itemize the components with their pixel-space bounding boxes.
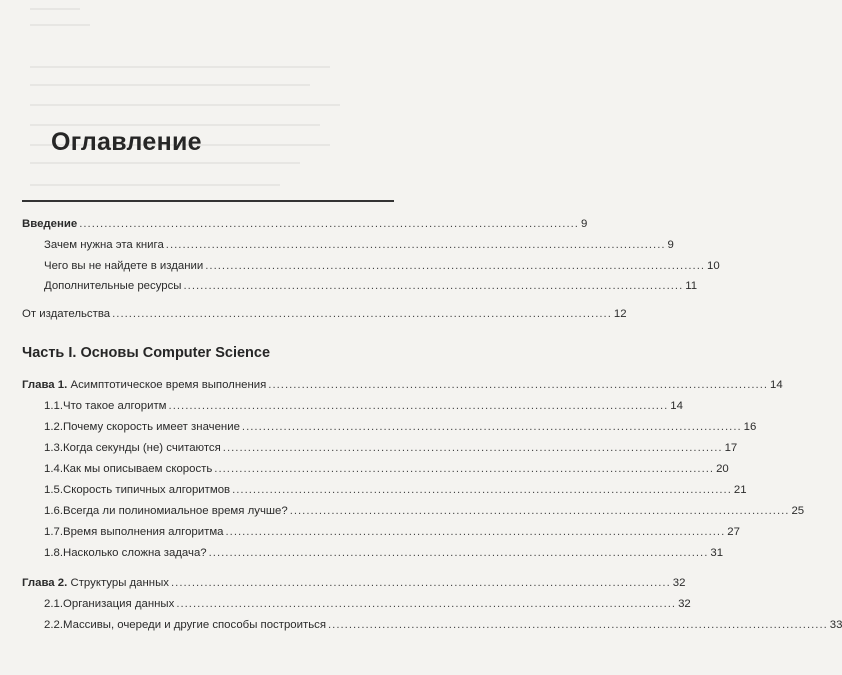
leader-dots: ........................................................................................................................ — [289, 505, 790, 517]
toc-entry-label: Чего вы не найдете в издании — [44, 260, 204, 272]
toc-entry-label: Асимптотическое время выполнения — [70, 379, 267, 391]
section-number: 1.7. — [44, 526, 63, 538]
leader-dots: ........................................................................................................................ — [225, 526, 726, 538]
toc-entry-section — [44, 418, 757, 436]
leader-dots: ........................................................................................................................ — [328, 619, 828, 631]
toc-entry-page: 21 — [733, 484, 747, 496]
leader-dots: ........................................................................................................................ — [176, 598, 677, 610]
toc-entry-label: Насколько сложна задача? — [63, 547, 207, 559]
toc-entry-page: 14 — [770, 379, 783, 391]
toc-entry-section — [44, 502, 805, 520]
section-number: 1.4. — [44, 463, 63, 475]
title-rule — [22, 200, 394, 202]
toc-entry-page: 32 — [672, 577, 686, 589]
toc-entry-page: 27 — [727, 526, 740, 538]
toc-entry-page: 9 — [667, 239, 674, 251]
leader-dots: ........................................................................................................................ — [79, 218, 579, 230]
page-title: Оглавление — [51, 128, 202, 156]
leader-dots: ........................................................................................................................ — [241, 421, 742, 433]
toc-entry-page: 20 — [716, 463, 729, 475]
leader-dots: ........................................................................................................................ — [183, 280, 684, 292]
toc-entry-page: 33 — [829, 619, 842, 631]
toc-entry-label: Организация данных — [63, 598, 175, 610]
toc-entry-page: 9 — [580, 218, 588, 230]
leader-dots: ........................................................................................................................ — [268, 379, 769, 391]
toc-entry-intro — [22, 215, 588, 233]
toc-entry-intro-3 — [44, 277, 698, 295]
toc-entry-intro-2 — [44, 257, 720, 275]
leader-dots: ........................................................................................................................ — [165, 239, 666, 251]
part-title: Часть I. Основы Computer Science — [22, 345, 271, 361]
toc-entry-section — [44, 439, 738, 457]
toc-entry-page: 31 — [710, 547, 724, 559]
toc-entry-section — [44, 460, 729, 478]
leader-dots: ........................................................................................................................ — [171, 577, 671, 589]
toc-entry-page: 12 — [613, 308, 627, 320]
toc-entry-publisher — [22, 305, 627, 323]
section-number: 1.6. — [44, 505, 63, 517]
toc-entry-label: Почему скорость имеет значение — [63, 421, 240, 433]
toc-entry-label: Когда секунды (не) считаются — [63, 442, 221, 454]
section-number: 2.1. — [44, 598, 63, 610]
toc-entry-label: Зачем нужна эта книга — [44, 239, 164, 251]
section-number: 1.3. — [44, 442, 63, 454]
toc-entry-chapter-2 — [22, 574, 686, 592]
toc-entry-label: Структуры данных — [70, 577, 169, 589]
toc-entry-intro-1 — [44, 236, 674, 254]
leader-dots: ........................................................................................................................ — [222, 442, 723, 454]
toc-entry-label: Время выполнения алгоритма — [63, 526, 224, 538]
leader-dots: ........................................................................................................................ — [232, 484, 732, 496]
toc-entry-page: 17 — [724, 442, 738, 454]
toc-entry-page: 32 — [678, 598, 691, 610]
leader-dots: ........................................................................................................................ — [205, 260, 706, 272]
toc-entry-chapter-1 — [22, 376, 783, 394]
chapter-prefix: Глава 1. — [22, 379, 68, 391]
toc-entry-section — [44, 481, 747, 499]
toc-entry-label: Введение — [22, 218, 78, 230]
toc-entry-section — [44, 595, 691, 613]
toc-entry-section — [44, 397, 683, 415]
section-number: 1.2. — [44, 421, 63, 433]
toc-entry-page: 14 — [670, 400, 683, 412]
toc-entry-label: От издательства — [22, 308, 111, 320]
section-number: 1.5. — [44, 484, 63, 496]
toc-entry-label: Как мы описываем скорость — [63, 463, 213, 475]
toc-entry-label: Массивы, очереди и другие способы построиться — [63, 619, 327, 631]
toc-entry-label: Всегда ли полиномиальное время лучше? — [63, 505, 288, 517]
leader-dots: ........................................................................................................................ — [214, 463, 715, 475]
toc-entry-label: Дополнительные ресурсы — [44, 280, 182, 292]
leader-dots: ........................................................................................................................ — [168, 400, 669, 412]
toc-entry-page: 10 — [707, 260, 720, 272]
toc-entry-label: Что такое алгоритм — [63, 400, 167, 412]
toc-entry-label: Скорость типичных алгоритмов — [63, 484, 231, 496]
toc-entry-page: 25 — [791, 505, 805, 517]
leader-dots: ........................................................................................................................ — [208, 547, 709, 559]
chapter-prefix: Глава 2. — [22, 577, 68, 589]
section-number: 2.2. — [44, 619, 63, 631]
section-number: 1.1. — [44, 400, 63, 412]
toc-entry-page: 11 — [685, 280, 698, 292]
section-number: 1.8. — [44, 547, 63, 559]
leader-dots: ........................................................................................................................ — [112, 308, 612, 320]
toc-entry-page: 16 — [743, 421, 757, 433]
toc-entry-section — [44, 544, 724, 562]
toc-entry-section — [44, 616, 842, 634]
toc-entry-section — [44, 523, 740, 541]
